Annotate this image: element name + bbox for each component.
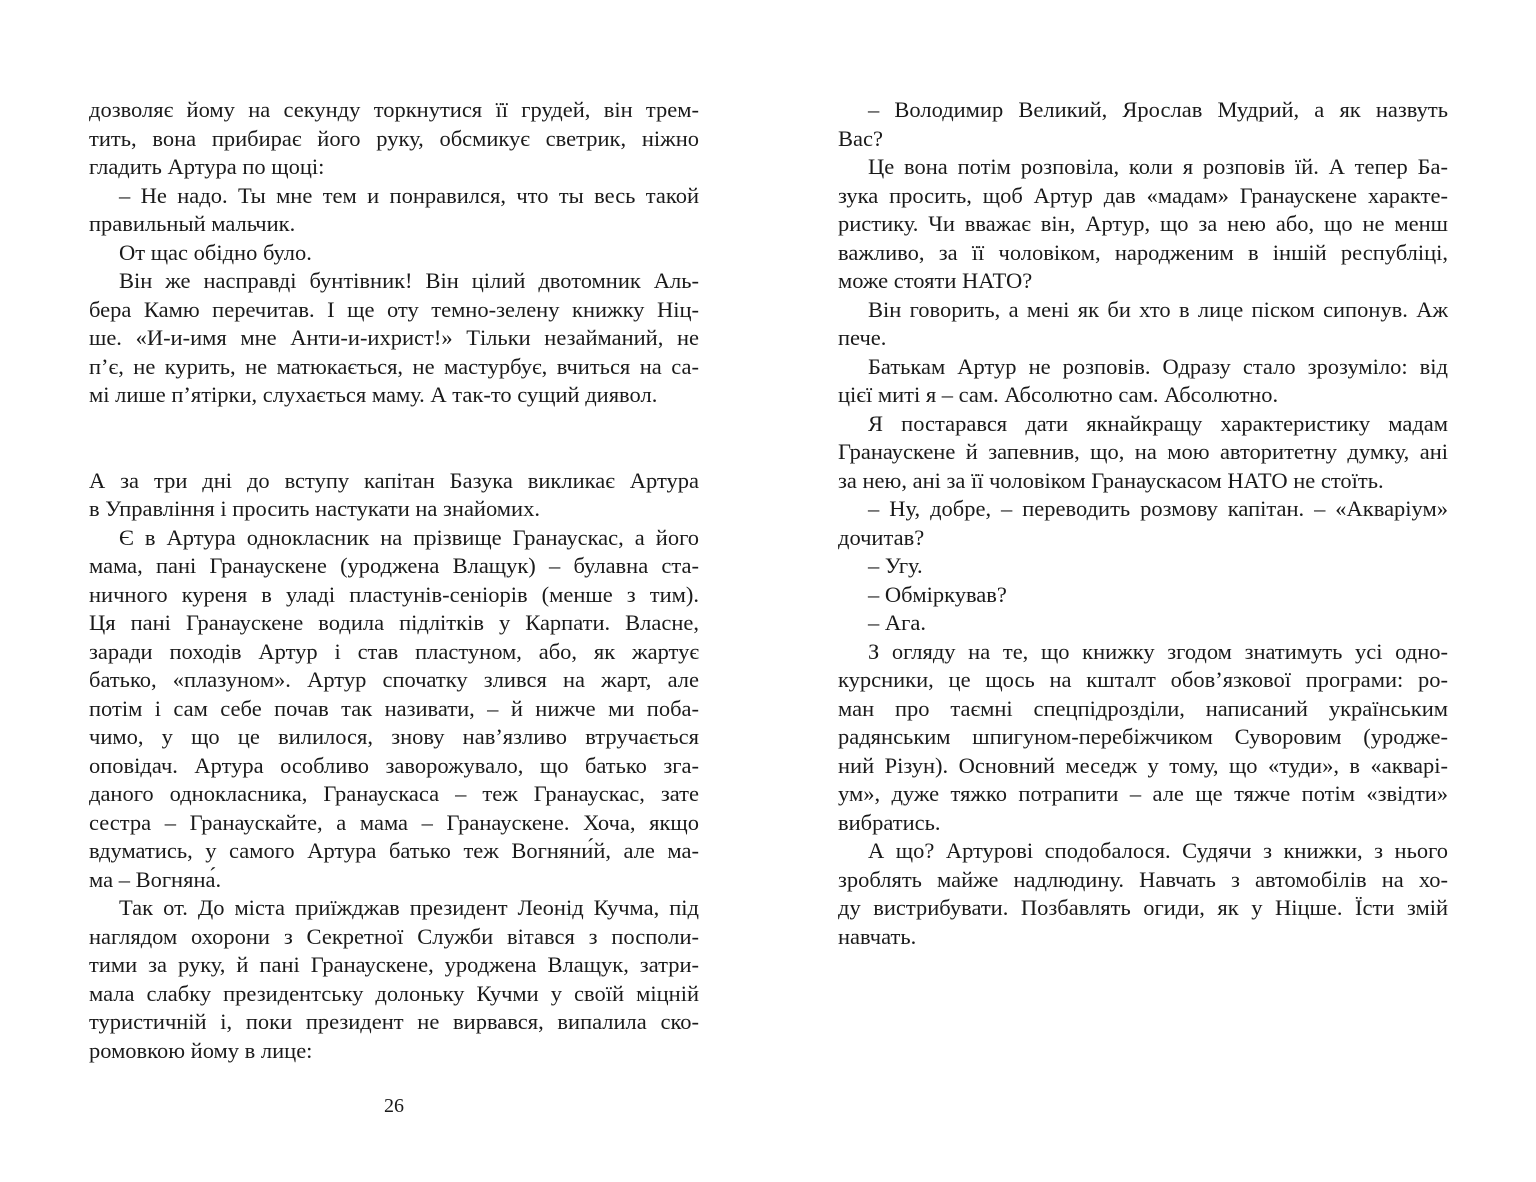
right-page <box>838 96 1448 951</box>
text-line: оповідач. Артура особливо заворожувало, що батько зга- <box>89 752 699 778</box>
text-line: Вас? <box>838 125 883 151</box>
text-line: радянським шпигуном-перебіжчиком Суворовим (уродже- <box>838 724 1448 749</box>
text-line: Так от. До міста приїжджав президент Леонід Кучма, під <box>119 895 699 920</box>
text-line: ромовкою йому в лице: <box>89 1037 313 1063</box>
section-break <box>89 410 699 467</box>
text-line: – Обміркував? <box>868 581 1007 607</box>
text-line: – Володимир Великий, Ярослав Мудрий, а як назвуть <box>868 97 1448 122</box>
text-line: наглядом охорони з Секретної Служби вітався з посполи- <box>89 923 699 949</box>
text-line: чимо, у що це вилилося, знову нав’язливо втручається <box>89 724 699 749</box>
text-line: Ця пані Гранаускене водила підлітків у Карпати. Власне, <box>89 610 699 635</box>
text-line: З огляду на те, що книжку згодом знатимуть усі одно- <box>868 638 1448 664</box>
text-line: потім і сам себе почав так називати, – й нижче ми поба- <box>89 695 699 721</box>
text-line: ше. «И-и-имя мне Анти-и-ихрист!» Тільки незайманий, не <box>89 325 699 350</box>
text-line: ду вистрибувати. Позбавлять огиди, як у Ніцше. Їсти змій <box>838 895 1448 920</box>
text-line: – Угу. <box>868 553 923 578</box>
text-line: курсники, це щось на кшталт обов’язкової програми: ро- <box>838 667 1448 692</box>
text-line: вибратись. <box>838 809 941 835</box>
text-line: бера Камю перечитав. І ще оту темно-зелену книжку Ніц- <box>89 296 699 322</box>
text-line: правильный мальчик. <box>89 211 296 236</box>
text-line: – Не надо. Ты мне тем и понравился, что ты весь такой <box>119 182 699 208</box>
text-line: тить, вона прибирає його руку, обсмикує светрик, ніжно <box>89 125 699 151</box>
text-line: пече. <box>838 325 887 350</box>
text-line: сестра – Гранаускайте, а мама – Гранаускене. Хоча, якщо <box>89 809 699 835</box>
text-line: цієї миті я – сам. Абсолютно сам. Абсолютно. <box>838 382 1279 407</box>
text-line: дозволяє йому на секунду торкнутися її грудей, він трем- <box>89 97 699 122</box>
text-line: важливо, за її чоловіком, народженим в іншій республіці, <box>838 239 1448 265</box>
text-line: ман про таємні спецпідрозділи, написаний українським <box>838 695 1448 721</box>
text-line: може стояти НАТО? <box>838 268 1033 293</box>
text-line: ристику. Чи вважає він, Артур, що за нею або, що не менш <box>838 211 1448 236</box>
text-line: в Управління і просить настукати на знайомих. <box>89 496 540 521</box>
text-line: мама, пані Гранаускене (уроджена Влащук) – булавна ста- <box>89 553 699 578</box>
text-line: тими за руку, й пані Гранаускене, уроджена Влащук, затри- <box>89 952 699 977</box>
text-line: – Ну, добре, – переводить розмову капітан. – «Акваріум» <box>868 496 1448 521</box>
text-line: ма – Вогняна́. <box>89 866 222 892</box>
text-line: заради походів Артур і став пластуном, або, як жартує <box>89 638 699 664</box>
text-line: ум», дуже тяжко потрапити – але ще тяжче потім «звідти» <box>838 781 1448 806</box>
text-line: п’є, не курить, не матюкається, не мастурбує, вчиться на са- <box>89 353 699 379</box>
text-line: ний Різун). Основний меседж у тому, що «туди», в «акварі- <box>838 752 1448 778</box>
text-line: Гранаускене й запевнив, що, на мою авторитетну думку, ані <box>838 439 1448 464</box>
text-line: От щас обідно було. <box>119 239 312 265</box>
text-line: Я постарався дати якнайкращу характеристику мадам <box>868 410 1448 436</box>
text-line: А що? Артурові сподобалося. Судячи з книжки, з нього <box>868 838 1448 863</box>
text-line: гладить Артура по щоці: <box>89 154 325 179</box>
text-line: А за три дні до вступу капітан Базука викликає Артура <box>89 467 699 493</box>
text-line: зроблять майже надлюдину. Навчать з автомобілів на хо- <box>838 866 1448 892</box>
text-line: дочитав? <box>838 524 925 550</box>
text-line: Батькам Артур не розповів. Одразу стало зрозуміло: від <box>868 353 1448 379</box>
text-line: Є в Артура однокласник на прізвище Гранаускас, а його <box>119 524 699 550</box>
text-line: зука просить, щоб Артур дав «мадам» Гранаускене характе- <box>838 182 1448 208</box>
left-page <box>89 96 699 1065</box>
text-line: Він говорить, а мені як би хто в лице піском сипонув. Аж <box>868 296 1448 322</box>
text-line: мала слабку президентську долоньку Кучми у своїй міцній <box>89 980 699 1006</box>
text-line: туристичній і, поки президент не вирвався, випалила ско- <box>89 1009 699 1034</box>
text-line: Це вона потім розповіла, коли я розповів їй. А тепер Ба- <box>868 154 1448 179</box>
text-line: – Ага. <box>868 610 926 635</box>
text-line: мі лише п’ятірки, слухається маму. А так-то сущий диявол. <box>89 382 658 407</box>
text-line: батько, «плазуном». Артур спочатку злився на жарт, але <box>89 667 699 692</box>
text-line: вдуматись, у самого Артура батько теж Вогняни́й, але ма- <box>89 838 699 863</box>
text-line: Він же насправді бунтівник! Він цілий двотомник Аль- <box>119 268 699 293</box>
text-line: даного однокласника, Гранаускаса – теж Гранаускас, зате <box>89 781 699 806</box>
page-number: 26 <box>384 1095 404 1117</box>
text-line: ничного куреня в уладі пластунів-сеніорів (менше з тим). <box>89 581 699 607</box>
text-line: за нею, ані за її чоловіком Гранаускасом НАТО не стоїть. <box>838 467 1384 493</box>
text-line: навчать. <box>838 923 917 949</box>
